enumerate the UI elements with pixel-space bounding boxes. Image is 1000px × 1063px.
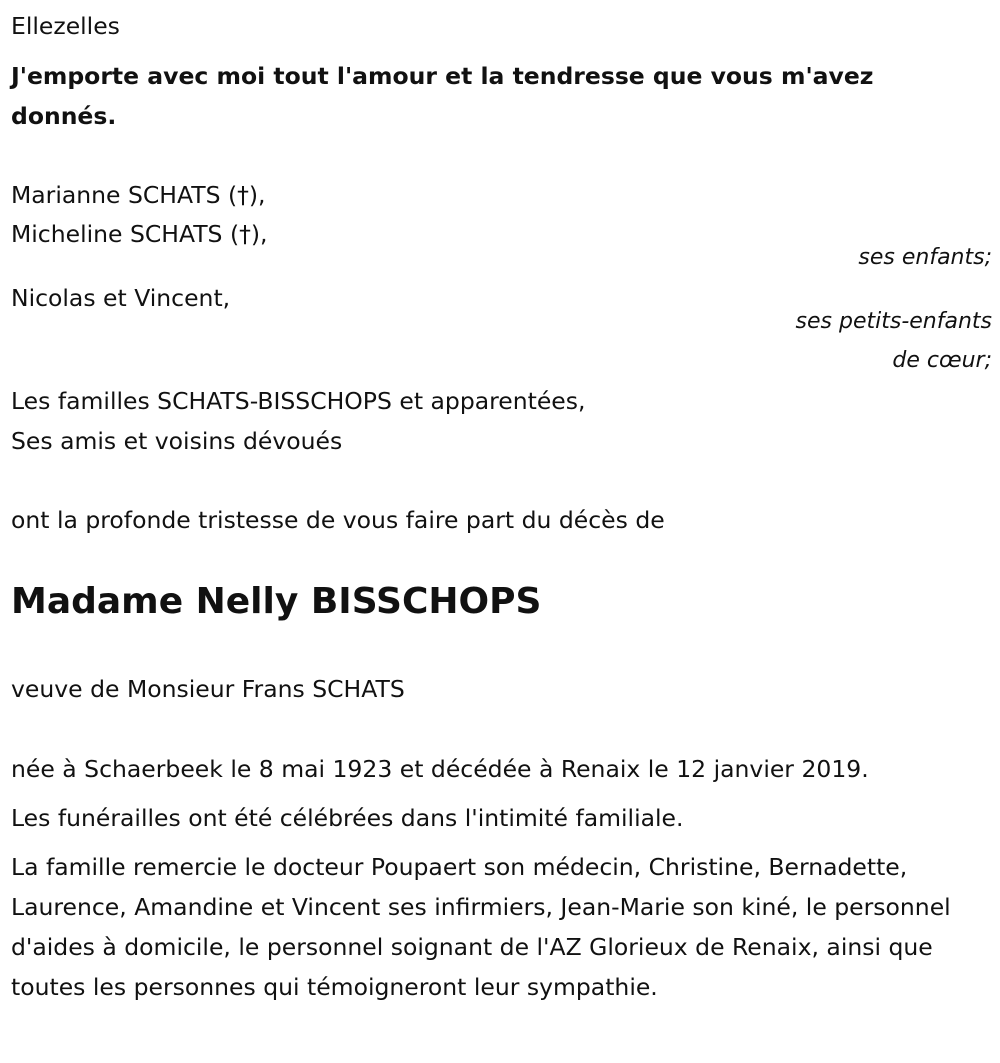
grandchildren-label-2: de cœur; — [892, 348, 992, 373]
child-2: Micheline SCHATS (†), — [11, 220, 268, 248]
birth-death: née à Schaerbeek le 8 mai 1923 et décédée à Renaix le 12 janvier 2019. — [11, 755, 869, 783]
quote: J'emporte avec moi tout l'amour et la tendresse que vous m'avez donnés. — [11, 62, 874, 130]
families: Les familles SCHATS-BISSCHOPS et apparentées, — [11, 387, 586, 415]
thanks: La famille remercie le docteur Poupaert son médecin, Christine, Bernadette, Laurence, Amandine et Vincent ses infirmiers, Jean-Marie son kiné, le personnel d'aides à domicile, le personnel soignant de l'AZ Glorieux de Renaix, ainsi que toutes les personnes qui témoigneront leur sympathie. — [11, 853, 951, 1001]
friends: Ses amis et voisins dévoués — [11, 427, 343, 455]
grandchildren-label-1: ses petits-enfants — [795, 309, 992, 334]
widow-of: veuve de Monsieur Frans SCHATS — [11, 675, 405, 703]
deceased-name: Madame Nelly BISSCHOPS — [11, 581, 542, 622]
announcement: ont la profonde tristesse de vous faire part du décès de — [11, 506, 665, 534]
grandchildren: Nicolas et Vincent, — [11, 284, 231, 312]
location: Ellezelles — [11, 12, 120, 40]
children-label: ses enfants; — [858, 245, 992, 270]
funeral: Les funérailles ont été célébrées dans l'intimité familiale. — [11, 804, 684, 832]
child-1: Marianne SCHATS (†), — [11, 181, 266, 209]
